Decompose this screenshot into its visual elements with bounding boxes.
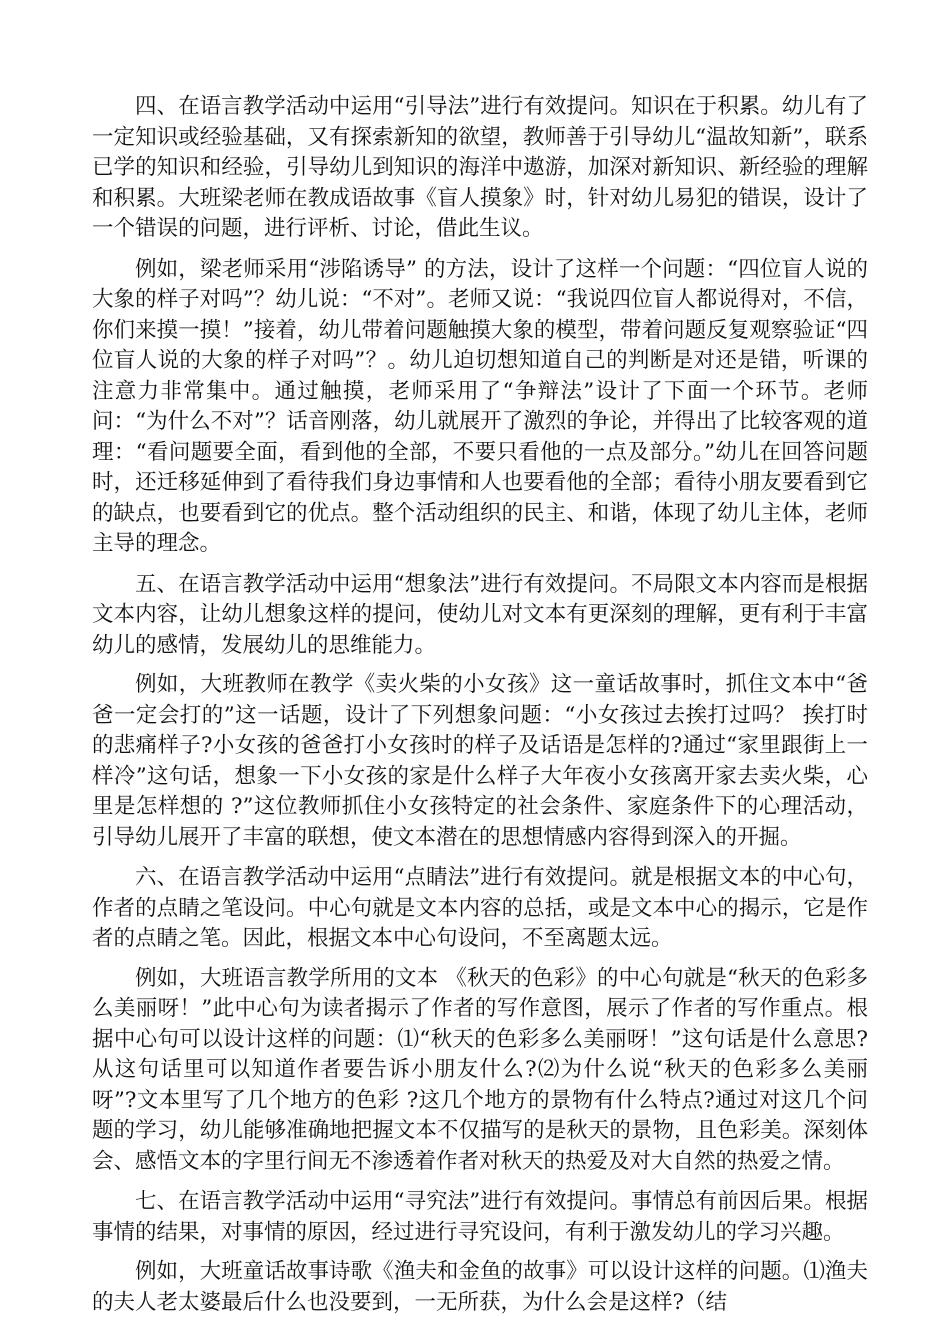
paragraph-focus-method: 六、在语言教学活动中运用“点睛法”进行有效提问。就是根据文本的中心句，作者的点睛之笔设问。中心句就是文本内容的总括，或是文本中心的揭示，它是作者的点睛之笔。因此，根据文本中心句设问，不至离题太远。: [92, 865, 868, 951]
paragraph-guidance-method: 四、在语言教学活动中运用“引导法”进行有效提问。知识在于积累。幼儿有了一定知识或经验基础，又有探索新知的欲望，教师善于引导幼儿“温故知新”，联系已学的知识和经验，引导幼儿到知识的海洋中遨游，加深对新知识、新经验的理解和积累。大班梁老师在教成语故事《盲人摸象》时，针对幼儿易犯的错误，设计了一个错误的问题，进行评析、讨论，借此生议。: [92, 94, 868, 241]
document-body: [92, 92, 868, 1328]
paragraph-imagination-method: 五、在语言教学活动中运用“想象法”进行有效提问。不局限文本内容而是根据文本内容，让幼儿想象这样的提问，使幼儿对文本有更深刻的理解，更有利于丰富幼儿的感情，发展幼儿的思维能力。: [92, 571, 868, 658]
paragraph-guidance-example: 例如，梁老师采用“涉陷诱导” 的方法，设计了这样一个问题：“四位盲人说的大象的样子对吗”？幼儿说：“不对”。老师又说：“我说四位盲人都说得对，不信，你们来摸一摸！”接着，幼儿带着问题触摸大象的模型，带着问题反复观察验证“四位盲人说的大象的样子对吗”？。幼儿迫切想知道自己的判断是对还是错，听课的注意力非常集中。通过触摸，老师采用了“争辩法”设计了下面一个环节。老师问：“为什么不对”？话音刚落，幼儿就展开了激烈的争论，并得出了比较客观的道理：“看问题要全面，看到他的全部，不要只看他的一点及部分。”幼儿在回答问题时，还迁移延伸到了看待我们身边事情和人也要看他的全部；看待小朋友要看到它的缺点，也要看到它的优点。整个活动组织的民主、和谐，体现了幼儿主体，老师主导的理念。: [92, 256, 868, 556]
paragraph-imagination-example: 例如，大班教师在教学《卖火柴的小女孩》这一童话故事时，抓住文本中“爸爸一定会打的”这一话题，设计了下列想象问题：“小女孩过去挨打过吗？ 挨打时的悲痛样子?小女孩的爸爸打小女孩时的样子及话语是怎样的?通过“家里跟街上一样冷”这句话，想象一下小女孩的家是什么样子大年夜小女孩离开家去卖火柴，心里是怎样想的 ?”这位教师抓住小女孩特定的社会条件、家庭条件下的心理活动，引导幼儿展开了丰富的联想，使文本潜在的思想情感内容得到深入的开掘。: [92, 672, 868, 850]
paragraph-inquiry-example: 例如，大班童话故事诗歌《渔夫和金鱼的故事》可以设计这样的问题。⑴渔夫的夫人老太婆最后什么也没要到，一无所获，为什么会是这样?（结: [92, 1259, 868, 1315]
paragraph-focus-example: 例如，大班语言教学所用的文本 《秋天的色彩》的中心句就是“秋天的色彩多么美丽呀！”此中心句为读者揭示了作者的写作意图，展示了作者的写作重点。根据中心句可以设计这样的问题：⑴“秋天的色彩多么美丽呀！”这句话是什么意思?从这句话里可以知道作者要告诉小朋友什么?⑵为什么说“秋天的色彩多么美丽呀”?文本里写了几个地方的色彩 ?这几个地方的景物有什么特点?通过对这几个问题的学习，幼儿能够准确地把握文本不仅描写的是秋天的景物，且色彩美。深刻体会、感悟文本的字里行间无不渗透着作者对秋天的热爱及对大自然的热爱之情。: [92, 965, 868, 1174]
paragraph-inquiry-method: 七、在语言教学活动中运用“寻究法”进行有效提问。事情总有前因后果。根据事情的结果，对事情的原因，经过进行寻究设问，有利于激发幼儿的学习兴趣。: [92, 1189, 868, 1245]
